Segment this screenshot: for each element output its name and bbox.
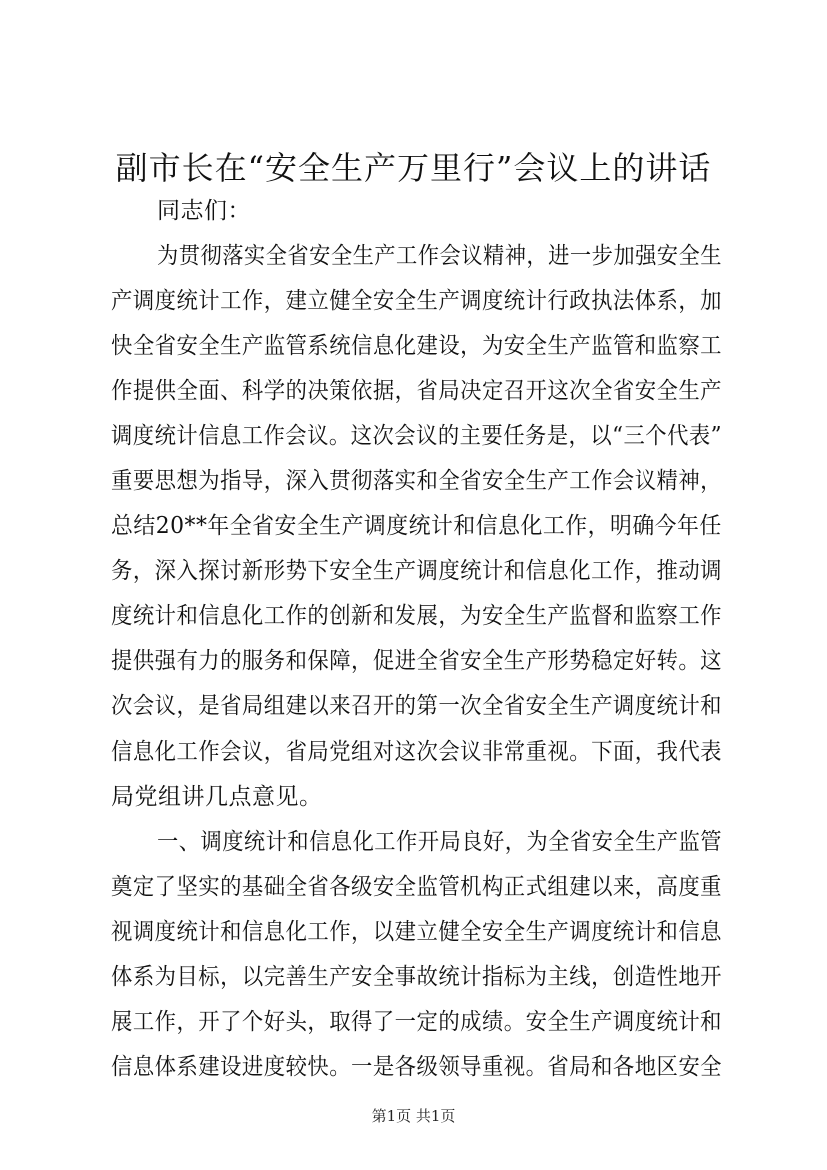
- body-line: 为贯彻落实全省安全生产工作会议精神，进一步加强安全生: [157, 243, 722, 269]
- body-line: 总结20**年全省安全生产调度统计和信息化工作，明确今年任: [111, 513, 722, 539]
- body-line: 度统计和信息化工作的创新和发展，为安全生产监督和监察工作: [111, 603, 722, 629]
- body-line: 展工作，开了个好头，取得了一定的成绩。安全生产调度统计和: [111, 1009, 722, 1035]
- body-line: 信息化工作会议，省局党组对这次会议非常重视。下面，我代表: [111, 739, 722, 765]
- body-line: 重要思想为指导，深入贯彻落实和全省安全生产工作会议精神，: [111, 468, 722, 494]
- document-title: 副市长在“安全生产万里行”会议上的讲话: [115, 149, 712, 187]
- body-line: 一、调度统计和信息化工作开局良好，为全省安全生产监管: [157, 829, 722, 855]
- body-line: 次会议，是省局组建以来召开的第一次全省安全生产调度统计和: [111, 693, 722, 719]
- body-line: 局党组讲几点意见。: [111, 784, 323, 810]
- body-line: 务，深入探讨新形势下安全生产调度统计和信息化工作，推动调: [111, 558, 722, 584]
- body-line: 信息体系建设进度较快。一是各级领导重视。省局和各地区安全: [111, 1054, 722, 1080]
- body-line: 作提供全面、科学的决策依据，省局决定召开这次全省安全生产: [111, 378, 722, 404]
- body-line: 提供强有力的服务和保障，促进全省安全生产形势稳定好转。这: [111, 648, 722, 674]
- body-line: 快全省安全生产监管系统信息化建设，为安全生产监管和监察工: [111, 333, 722, 359]
- body-line: 奠定了坚实的基础全省各级安全监管机构正式组建以来，高度重: [111, 874, 722, 900]
- body-line: 产调度统计工作，建立健全安全生产调度统计行政执法体系，加: [111, 288, 722, 314]
- body-line: 调度统计信息工作会议。这次会议的主要任务是，以“三个代表”: [111, 423, 723, 449]
- body-line: 体系为目标，以完善生产安全事故统计指标为主线，创造性地开: [111, 964, 722, 990]
- page-footer: 第1页 共1页: [371, 1107, 456, 1125]
- body-line: 视调度统计和信息化工作，以建立健全安全生产调度统计和信息: [111, 919, 722, 945]
- body-line: 同志们：: [157, 198, 251, 224]
